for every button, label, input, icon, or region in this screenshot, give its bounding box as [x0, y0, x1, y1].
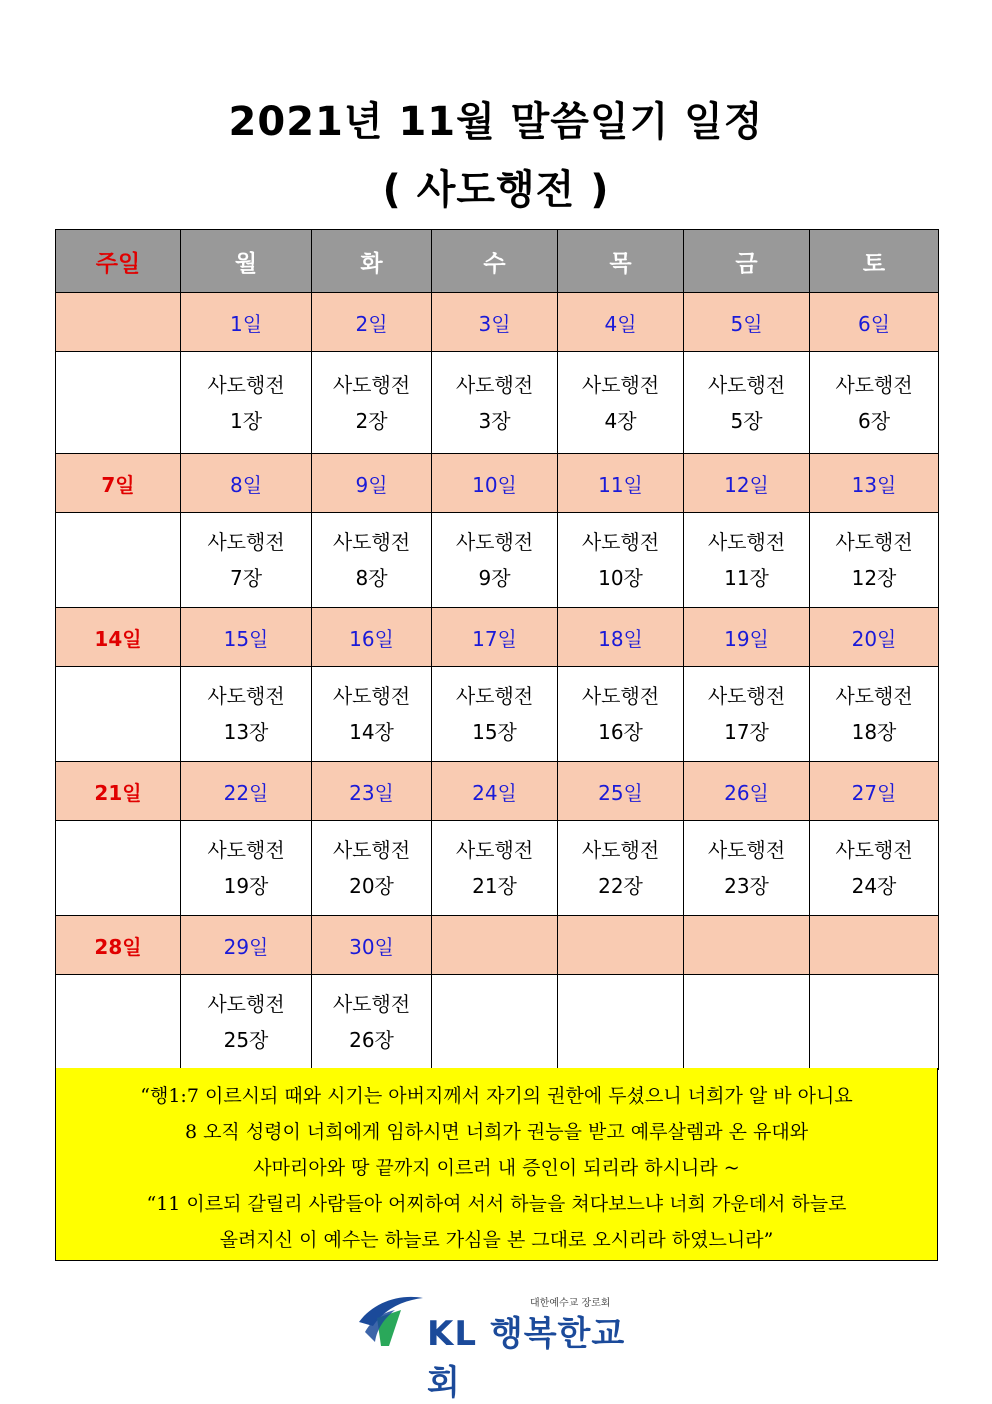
date-cell: 18일	[558, 608, 684, 667]
reading-chapter: 22장	[598, 874, 643, 898]
reading-book: 사도행전	[707, 372, 786, 397]
church-logo-icon	[355, 1292, 425, 1348]
weekday-tuesday: 화	[312, 230, 432, 293]
reading-book: 사도행전	[455, 838, 534, 862]
reading-cell	[684, 975, 810, 1070]
date-cell: 28일	[56, 916, 181, 975]
weekday-header-row	[56, 230, 939, 293]
reading-chapter: 14장	[349, 720, 394, 744]
reading-book: 사도행전	[207, 372, 285, 397]
weekday-saturday: 토	[810, 230, 939, 293]
reading-book: 사도행전	[707, 838, 786, 862]
date-cell: 3일	[432, 293, 558, 352]
date-cell: 7일	[56, 454, 181, 513]
reading-chapter: 6장	[857, 408, 891, 433]
date-cell: 23일	[312, 762, 432, 821]
schedule-calendar	[55, 229, 939, 1070]
reading-cell	[181, 667, 312, 762]
date-cell: 30일	[312, 916, 432, 975]
date-cell	[56, 293, 181, 352]
reading-chapter: 4장	[604, 408, 637, 433]
date-cell: 12일	[684, 454, 810, 513]
scripture-verse-box	[55, 1068, 938, 1261]
date-cell: 4일	[558, 293, 684, 352]
date-cell: 21일	[56, 762, 181, 821]
date-cell: 13일	[810, 454, 939, 513]
date-cell	[810, 916, 939, 975]
date-cell: 19일	[684, 608, 810, 667]
date-cell: 24일	[432, 762, 558, 821]
reading-cell	[312, 821, 432, 916]
date-row	[56, 293, 939, 352]
reading-chapter: 24장	[851, 874, 897, 898]
church-logo	[355, 1290, 645, 1403]
weekday-friday: 금	[684, 230, 810, 293]
date-cell: 5일	[684, 293, 810, 352]
reading-cell	[810, 821, 939, 916]
date-cell: 15일	[181, 608, 312, 667]
reading-cell	[684, 352, 810, 454]
reading-chapter: 11장	[724, 566, 769, 590]
reading-cell	[810, 667, 939, 762]
date-cell: 11일	[558, 454, 684, 513]
reading-cell	[56, 352, 181, 454]
verse-line: “행1:7 이르시되 때와 시기는 아버지께서 자기의 권한에 두셨으니 너희가 알 바 아니요	[140, 1085, 853, 1107]
date-cell: 1일	[181, 293, 312, 352]
reading-chapter: 3장	[478, 408, 511, 433]
reading-cell	[810, 513, 939, 608]
reading-book: 사도행전	[332, 530, 411, 554]
reading-cell	[181, 352, 312, 454]
date-cell: 29일	[181, 916, 312, 975]
verse-line: 사마리아와 땅 끝까지 이르러 내 증인이 되리라 하시니라 ~	[253, 1157, 740, 1179]
reading-chapter: 25장	[223, 1028, 269, 1052]
reading-row	[56, 513, 939, 608]
reading-chapter: 15장	[472, 720, 517, 744]
reading-book: 사도행전	[835, 838, 913, 862]
reading-book: 사도행전	[581, 372, 660, 397]
reading-row	[56, 975, 939, 1070]
reading-cell	[181, 513, 312, 608]
reading-chapter: 19장	[223, 874, 269, 898]
reading-row	[56, 667, 939, 762]
reading-cell	[432, 975, 558, 1070]
date-cell	[432, 916, 558, 975]
date-row	[56, 762, 939, 821]
reading-cell	[558, 821, 684, 916]
reading-cell	[56, 513, 181, 608]
verse-line: “11 이르되 갈릴리 사람들아 어찌하여 서서 하늘을 쳐다보느냐 너희 가운데서 하늘로	[146, 1193, 847, 1215]
page-title: 2021년 11월 말씀일기 일정	[228, 99, 764, 145]
reading-book: 사도행전	[835, 372, 913, 397]
reading-chapter: 17장	[724, 720, 769, 744]
date-cell: 6일	[810, 293, 939, 352]
reading-cell	[56, 975, 181, 1070]
reading-book: 사도행전	[581, 684, 660, 708]
reading-chapter: 13장	[223, 720, 269, 744]
reading-cell	[684, 821, 810, 916]
weekday-thursday: 목	[558, 230, 684, 293]
reading-chapter: 18장	[851, 720, 897, 744]
reading-cell	[181, 821, 312, 916]
reading-cell	[432, 821, 558, 916]
reading-cell	[432, 352, 558, 454]
reading-chapter: 12장	[851, 566, 897, 590]
date-cell: 27일	[810, 762, 939, 821]
logo-subtitle: 대한예수교 장로회	[530, 1298, 611, 1309]
reading-cell	[810, 352, 939, 454]
reading-cell	[312, 352, 432, 454]
date-cell: 16일	[312, 608, 432, 667]
weekday-sunday: 주일	[56, 230, 181, 293]
reading-chapter: 8장	[355, 566, 388, 590]
date-cell: 2일	[312, 293, 432, 352]
reading-cell	[56, 667, 181, 762]
reading-book: 사도행전	[332, 838, 411, 862]
reading-book: 사도행전	[332, 684, 411, 708]
reading-cell	[558, 352, 684, 454]
weekday-monday: 월	[181, 230, 312, 293]
reading-book: 사도행전	[455, 684, 534, 708]
reading-book: 사도행전	[455, 530, 534, 554]
reading-book: 사도행전	[207, 992, 285, 1016]
date-cell	[684, 916, 810, 975]
reading-book: 사도행전	[455, 372, 534, 397]
reading-cell	[181, 975, 312, 1070]
reading-cell	[558, 667, 684, 762]
reading-chapter: 2장	[355, 408, 388, 433]
date-cell: 26일	[684, 762, 810, 821]
date-cell: 20일	[810, 608, 939, 667]
reading-book: 사도행전	[332, 372, 411, 397]
date-row	[56, 608, 939, 667]
reading-chapter: 26장	[349, 1028, 394, 1052]
reading-cell	[558, 513, 684, 608]
reading-book: 사도행전	[581, 838, 660, 862]
date-cell: 10일	[432, 454, 558, 513]
reading-chapter: 9장	[478, 566, 511, 590]
reading-book: 사도행전	[207, 684, 285, 708]
reading-chapter: 23장	[724, 874, 769, 898]
date-cell: 22일	[181, 762, 312, 821]
date-row	[56, 454, 939, 513]
reading-cell	[312, 667, 432, 762]
date-cell: 17일	[432, 608, 558, 667]
reading-cell	[432, 667, 558, 762]
reading-cell	[312, 975, 432, 1070]
reading-cell	[558, 975, 684, 1070]
reading-cell	[432, 513, 558, 608]
reading-chapter: 1장	[229, 408, 263, 433]
date-cell: 9일	[312, 454, 432, 513]
reading-book: 사도행전	[332, 992, 411, 1016]
reading-cell	[810, 975, 939, 1070]
date-cell: 14일	[56, 608, 181, 667]
reading-book: 사도행전	[207, 838, 285, 862]
reading-book: 사도행전	[207, 530, 285, 554]
date-cell	[558, 916, 684, 975]
reading-chapter: 20장	[349, 874, 394, 898]
reading-cell	[312, 513, 432, 608]
logo-name: KL 행복한교회	[427, 1314, 626, 1403]
reading-cell	[684, 513, 810, 608]
date-cell: 8일	[181, 454, 312, 513]
date-cell: 25일	[558, 762, 684, 821]
reading-cell	[56, 821, 181, 916]
reading-chapter: 16장	[598, 720, 643, 744]
reading-book: 사도행전	[835, 530, 913, 554]
verse-line: 8 오직 성령이 너희에게 임하시면 너희가 권능을 받고 예루살렘과 온 유대와	[184, 1121, 809, 1143]
reading-book: 사도행전	[707, 684, 786, 708]
reading-cell	[684, 667, 810, 762]
reading-row	[56, 821, 939, 916]
reading-chapter: 10장	[598, 566, 643, 590]
reading-book: 사도행전	[835, 684, 913, 708]
reading-book: 사도행전	[707, 530, 786, 554]
reading-row	[56, 352, 939, 454]
reading-chapter: 21장	[472, 874, 517, 898]
date-row	[56, 916, 939, 975]
page-subtitle: ( 사도행전 )	[382, 167, 610, 213]
reading-chapter: 5장	[730, 408, 763, 433]
reading-chapter: 7장	[229, 566, 263, 590]
reading-book: 사도행전	[581, 530, 660, 554]
verse-line: 올려지신 이 예수는 하늘로 가심을 본 그대로 오시리라 하였느니라”	[219, 1229, 774, 1251]
weekday-wednesday: 수	[432, 230, 558, 293]
